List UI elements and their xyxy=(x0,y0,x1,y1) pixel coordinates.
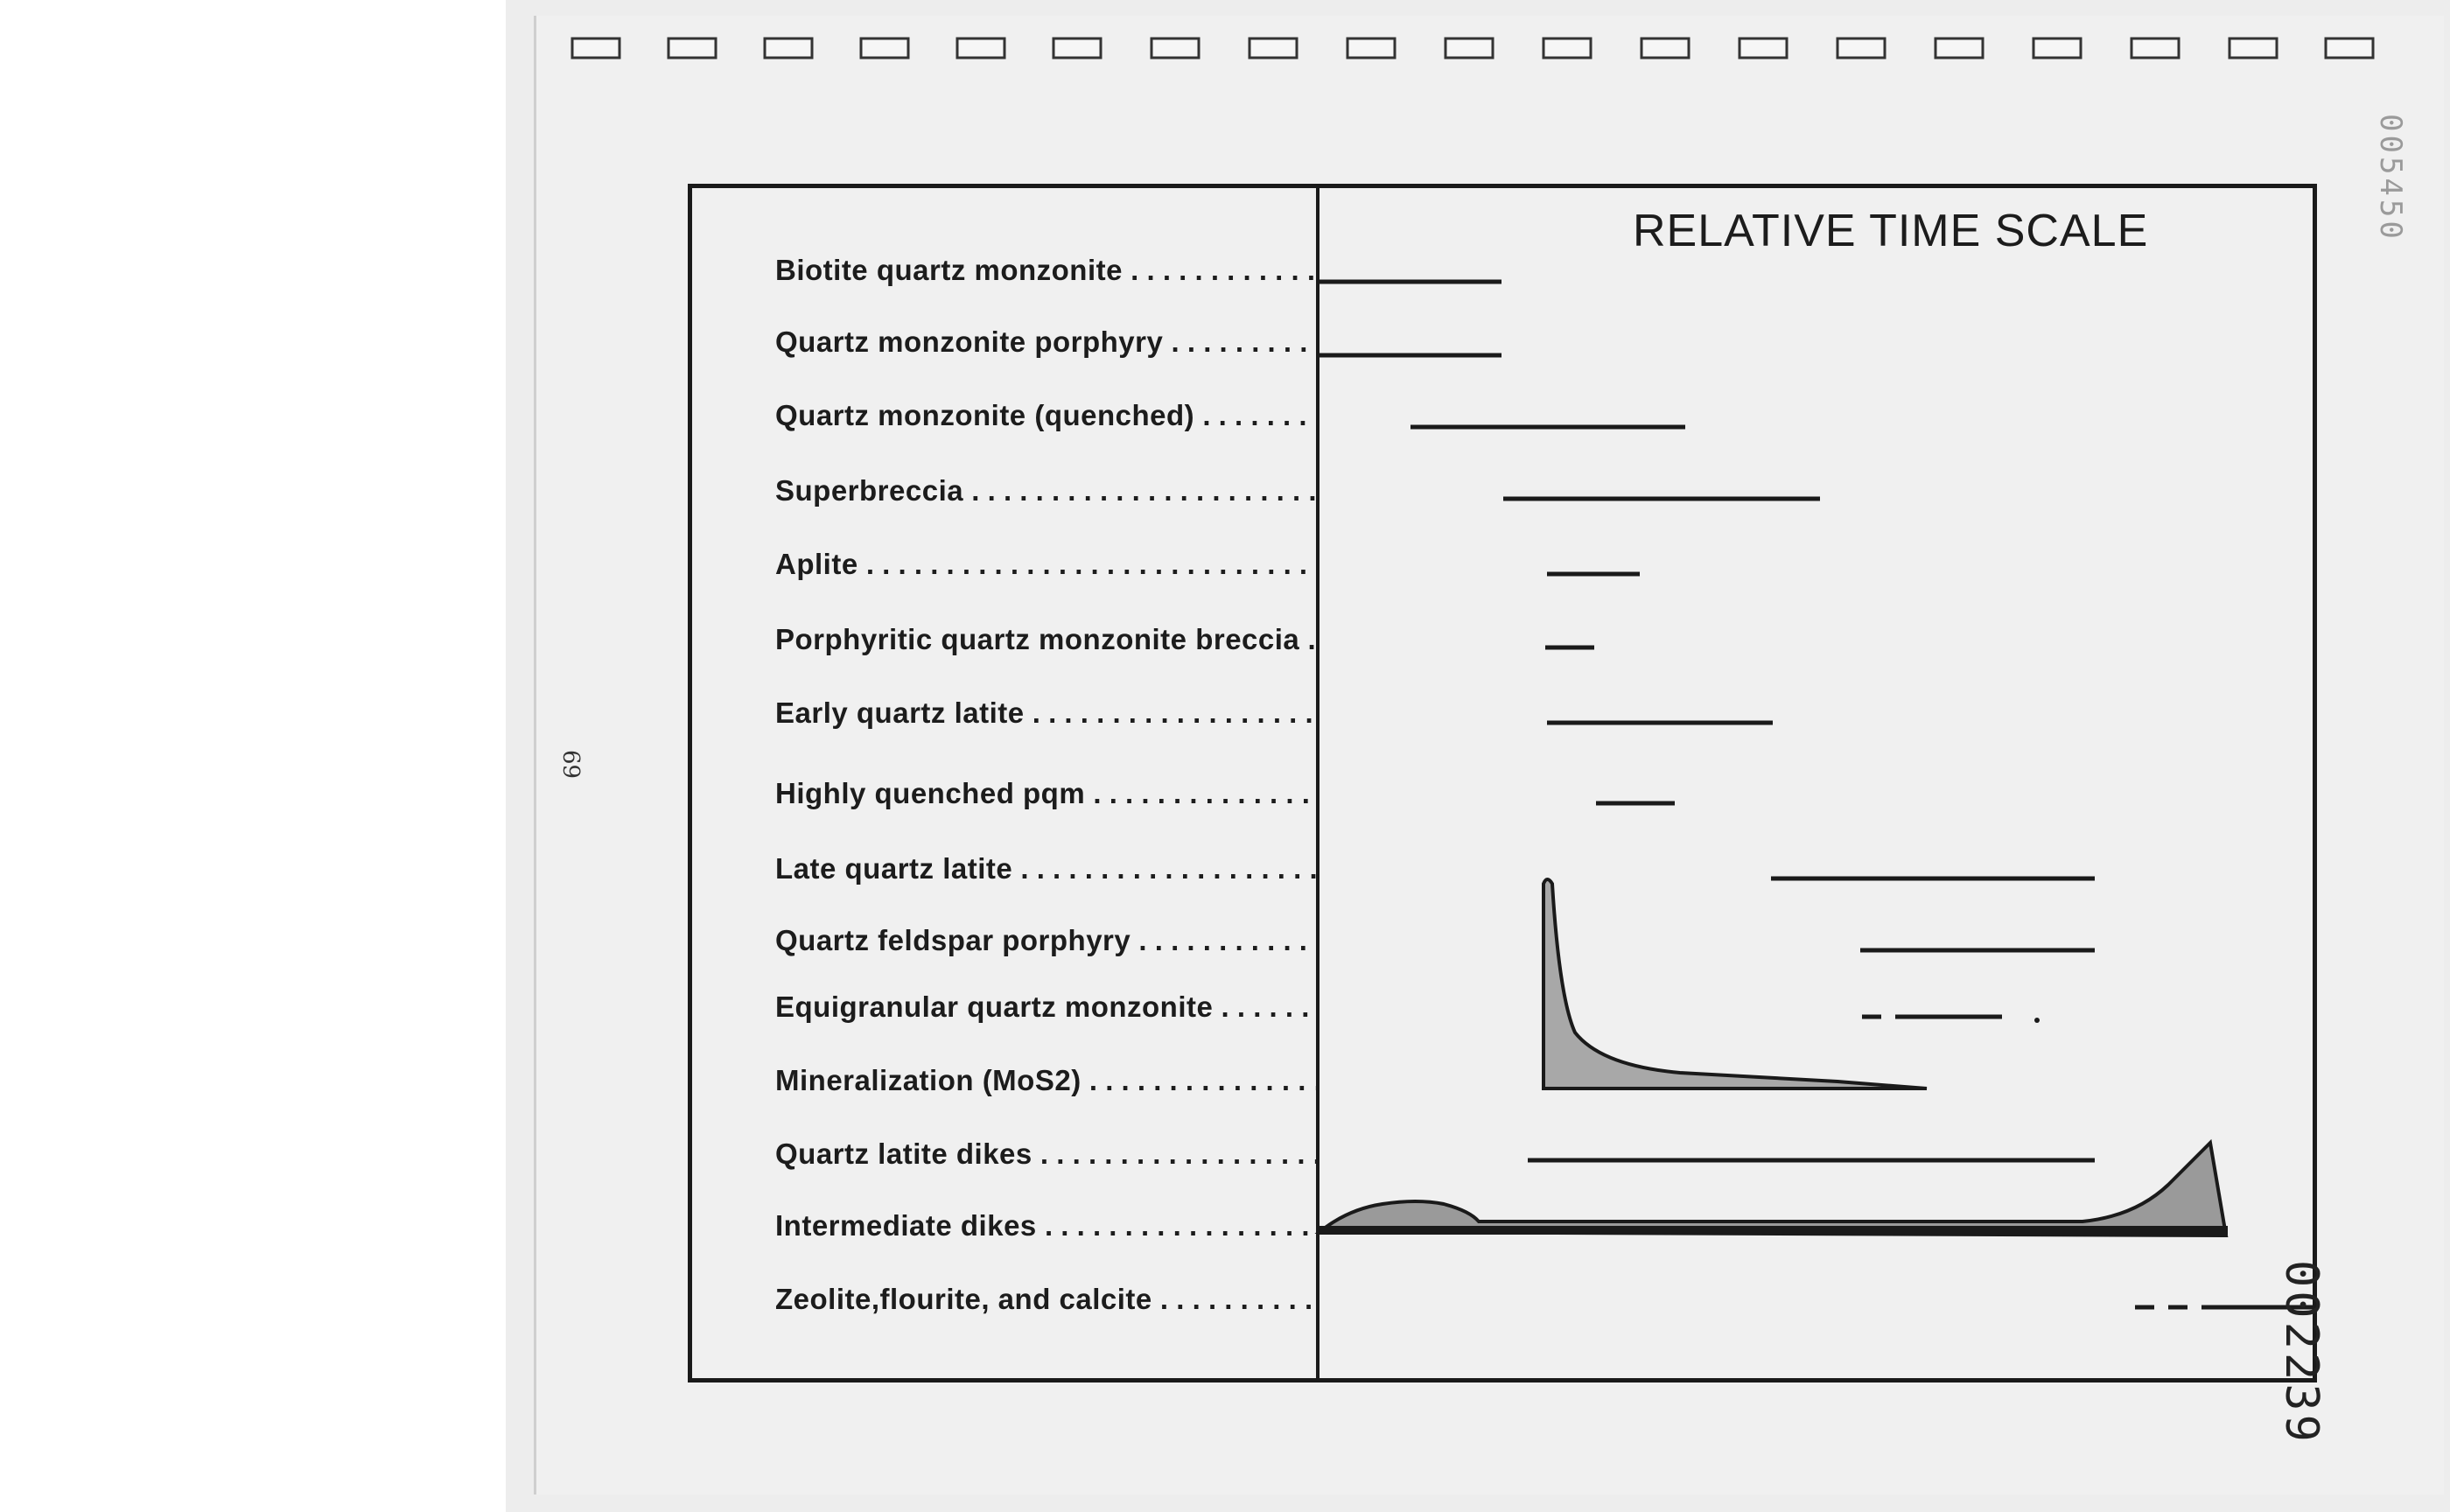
chart-title: RELATIVE TIME SCALE xyxy=(1633,206,2149,256)
row-label-late-quartz-latite: Late quartz latite . . . xyxy=(775,852,1318,886)
stray-dot xyxy=(2034,1018,2040,1023)
row-label-superbreccia: Superbreccia . . . xyxy=(775,474,1318,508)
row-label-quartz-monzonite-quenched: Quartz monzonite (quenched) . . . xyxy=(775,399,1318,432)
mineralization-shape xyxy=(1544,879,1927,1088)
row-label-quartz-latite-dikes: Quartz latite dikes . . . xyxy=(775,1138,1318,1171)
intermediate-dikes-shape xyxy=(1320,1143,2226,1236)
row-label-quartz-monzonite-porphyry: Quartz monzonite porphyry . . . xyxy=(775,326,1318,359)
row-label-intermediate-dikes: Intermediate dikes . . . xyxy=(775,1209,1318,1242)
handwritten-note: 69 xyxy=(560,749,586,779)
row-label-zeolite-flourite-calcite: Zeolite,flourite, and calcite . . . xyxy=(775,1283,1318,1316)
page-code-stamp: 002239 xyxy=(2275,1260,2328,1446)
top-code-stamp: 005450 xyxy=(2373,114,2408,242)
row-label-biotite-quartz-monzonite: Biotite quartz monzonite . . . xyxy=(775,254,1318,287)
row-label-equigranular-quartz-monzonite: Equigranular quartz monzonite . . . xyxy=(775,990,1318,1024)
row-label-early-quartz-latite: Early quartz latite . . . xyxy=(775,696,1318,730)
row-label-highly-quenched-pqm: Highly quenched pqm . . . xyxy=(775,777,1318,810)
row-label-aplite: Aplite . . . xyxy=(775,548,1318,581)
row-label-quartz-feldspar-porphyry: Quartz feldspar porphyry . . . xyxy=(775,924,1318,957)
row-label-mineralization: Mineralization (MoS2) . . . xyxy=(775,1064,1318,1097)
row-label-porphyritic-qm-breccia: Porphyritic quartz monzonite breccia . . . xyxy=(775,623,1318,656)
